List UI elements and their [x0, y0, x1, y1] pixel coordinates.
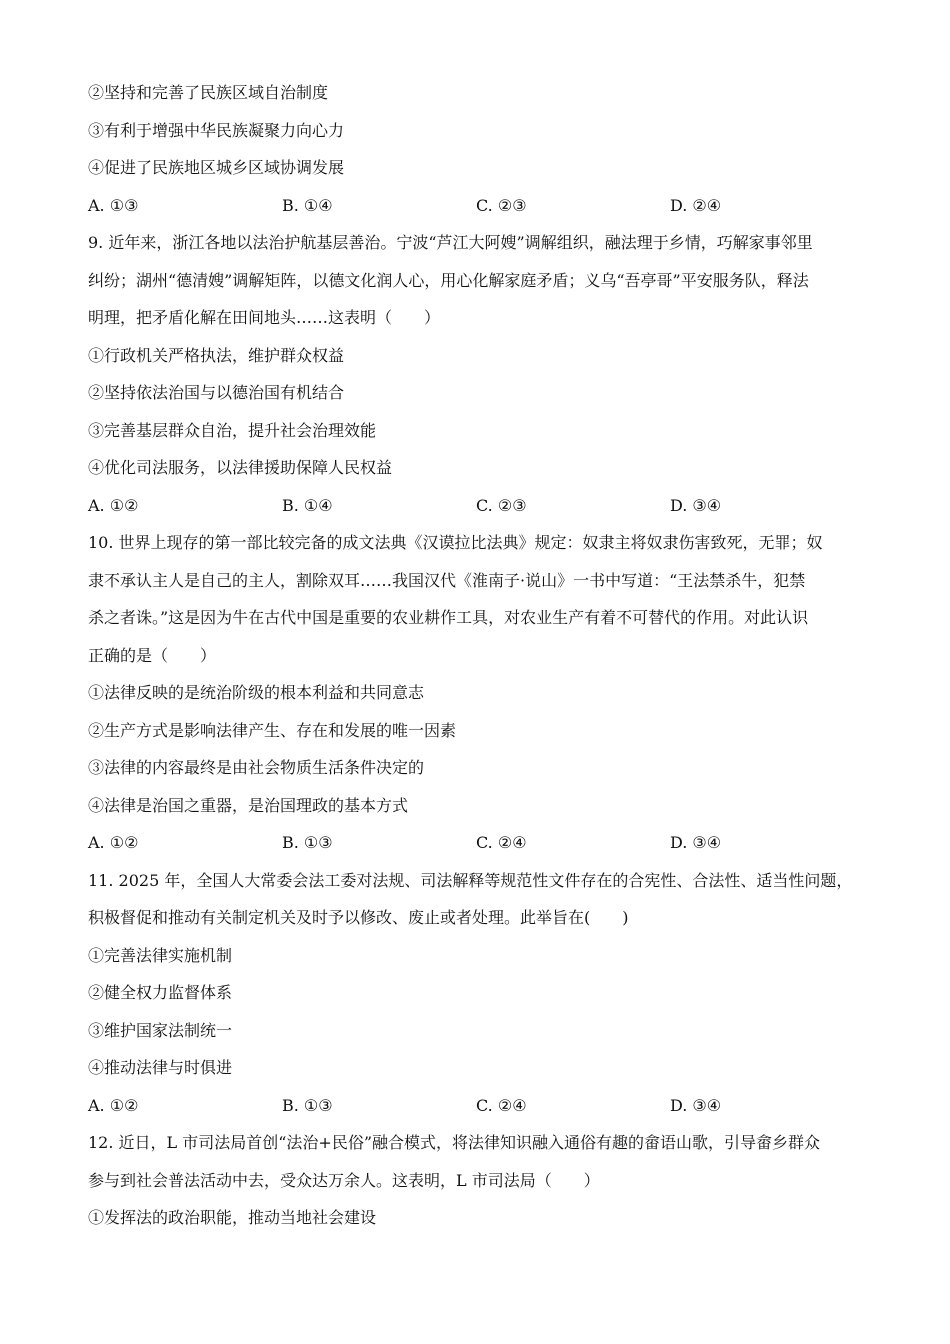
- option-c: C. ②④: [476, 833, 527, 852]
- statement: ③完善基层群众自治，提升社会治理效能: [88, 420, 377, 440]
- option-a: A. ①③: [88, 195, 139, 215]
- question-stem: 9. 近年来，浙江各地以法治护航基层善治。宁波“芦江大阿嫂”调解组织，融法理于乡情，巧解家事邻里: [88, 233, 813, 252]
- question-stem: 12. 近日，L 市司法局首创“法治+民俗”融合模式，将法律知识融入通俗有趣的畲语山歌，引导畲乡群众: [88, 1133, 821, 1152]
- statement: ④促进了民族地区城乡区域协调发展: [88, 158, 345, 177]
- statement: ②生产方式是影响法律产生、存在和发展的唯一因素: [88, 720, 457, 740]
- question-11: [88, 862, 878, 1125]
- option-b: B. ①③: [282, 1095, 333, 1115]
- statement: ①法律反映的是统治阶级的根本利益和共同意志: [88, 683, 425, 702]
- option-b: B. ①③: [282, 833, 333, 852]
- question-stem: 明理，把矛盾化解在田间地头……这表明（ ）: [88, 308, 441, 327]
- statement: ②坚持和完善了民族区域自治制度: [88, 83, 329, 102]
- question-stem: 正确的是（ ）: [88, 645, 217, 665]
- statement: ③法律的内容最终是由社会物质生活条件决定的: [88, 758, 425, 777]
- answer-options: [88, 187, 878, 225]
- exam-page: [88, 74, 878, 1237]
- option-a: A. ①②: [88, 495, 139, 515]
- statement: ①发挥法的政治职能，推动当地社会建设: [88, 1208, 377, 1227]
- statement: ④优化司法服务，以法律援助保障人民权益: [88, 458, 393, 477]
- statement: ③有利于增强中华民族凝聚力向心力: [88, 120, 345, 140]
- statement: ①行政机关严格执法，维护群众权益: [88, 345, 345, 365]
- statement: ②健全权力监督体系: [88, 983, 233, 1002]
- option-c: C. ②③: [476, 195, 527, 215]
- statement: ②坚持依法治国与以德治国有机结合: [88, 383, 345, 402]
- statement: ④法律是治国之重器，是治国理政的基本方式: [88, 795, 409, 815]
- option-a: A. ①②: [88, 833, 139, 852]
- question-stem: 积极督促和推动有关制定机关及时予以修改、废止或者处理。此举旨在( ): [88, 908, 629, 927]
- question-stem: 11. 2025 年，全国人大常委会法工委对法规、司法解释等规范性文件存在的合宪性、合法性、适当性问题，: [88, 870, 853, 890]
- answer-options: [88, 1087, 878, 1125]
- option-b: B. ①④: [282, 195, 333, 215]
- question-9: [88, 224, 878, 524]
- question-stem: 参与到社会普法活动中去，受众达万余人。这表明，L 市司法局（ ）: [88, 1170, 600, 1190]
- answer-options: [88, 487, 878, 525]
- question-12: [88, 1124, 878, 1237]
- statement: ④推动法律与时俱进: [88, 1058, 233, 1077]
- statement: ③维护国家法制统一: [88, 1020, 233, 1040]
- question-stem: 10. 世界上现存的第一部比较完备的成文法典《汉谟拉比法典》规定：奴隶主将奴隶伤害致死，无罪；奴: [88, 533, 823, 552]
- option-b: B. ①④: [282, 495, 333, 515]
- answer-options: [88, 824, 878, 862]
- option-d: D. ③④: [670, 1095, 722, 1115]
- option-d: D. ③④: [670, 495, 722, 515]
- question-10: [88, 524, 878, 862]
- statement: ①完善法律实施机制: [88, 945, 233, 965]
- option-c: C. ②③: [476, 495, 527, 515]
- option-d: D. ②④: [670, 195, 722, 215]
- option-d: D. ③④: [670, 833, 722, 852]
- option-c: C. ②④: [476, 1095, 527, 1115]
- question-8: [88, 74, 878, 224]
- option-a: A. ①②: [88, 1095, 139, 1115]
- question-stem: 隶不承认主人是自己的主人，割除双耳……我国汉代《淮南子·说山》一书中写道：“王法禁杀牛，犯禁: [88, 570, 806, 590]
- question-stem: 纠纷；湖州“德清嫂”调解矩阵，以德文化润人心，用心化解家庭矛盾；义乌“吾亭哥”平安服务队，释法: [88, 270, 809, 290]
- question-stem: 杀之者诛。”这是因为牛在古代中国是重要的农业耕作工具，对农业生产有着不可替代的作用。对此认识: [88, 608, 809, 627]
